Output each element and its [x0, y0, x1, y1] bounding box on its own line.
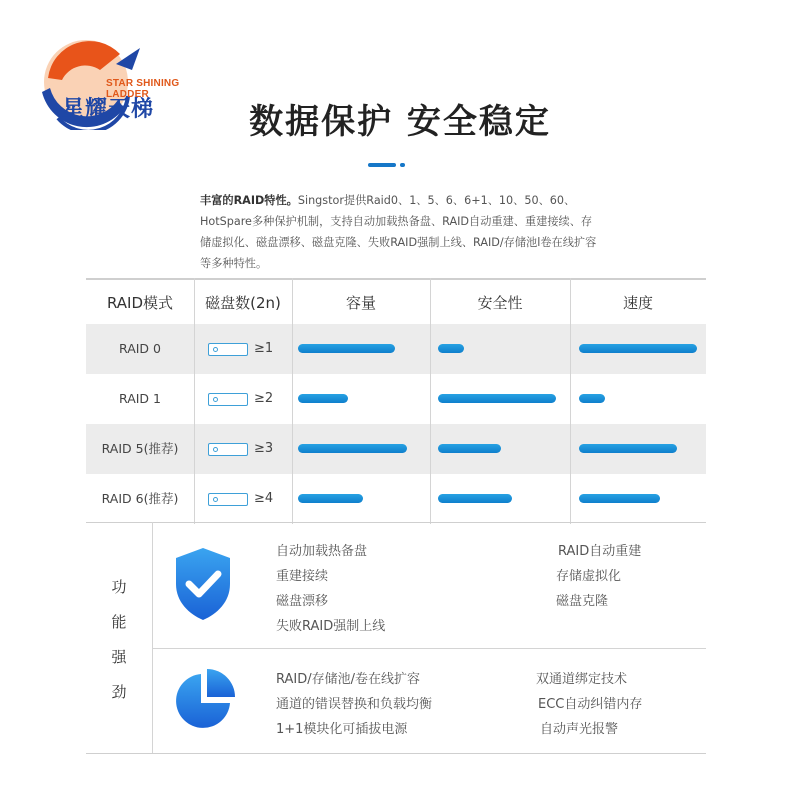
raid-mode-label: RAID 6(推荐): [101, 491, 179, 506]
page-title: 数据保护 安全稳定: [249, 102, 551, 142]
speed-bar: [579, 444, 677, 453]
table-row: [86, 474, 706, 524]
features-side-label: [86, 522, 152, 752]
table-bottom-border: [86, 522, 706, 523]
feature-item: RAID自动重建: [558, 544, 642, 559]
raid-mode-label: RAID 0: [119, 341, 161, 356]
column-divider: [430, 278, 431, 524]
header-capacity: 容量: [345, 294, 376, 312]
features-bottom-border: [86, 753, 706, 754]
feature-item: ECC自动纠错内存: [538, 697, 643, 712]
security-bar: [438, 494, 512, 503]
header-security: 安全性: [477, 294, 523, 312]
feature-item: 存储虚拟化: [556, 569, 622, 584]
column-divider: [292, 278, 293, 524]
features-divider: [152, 522, 153, 754]
feature-item: 双通道绑定技术: [536, 672, 628, 687]
intro-paragraph: [200, 190, 600, 274]
capacity-bar: [298, 444, 407, 453]
disk-icon: [208, 493, 248, 506]
security-bar: [438, 344, 464, 353]
disk-icon: [208, 343, 248, 356]
disk-count: ≥2: [254, 391, 274, 406]
feature-item: 磁盘克隆: [556, 594, 609, 609]
intro-lead: 丰富的RAID特性。: [200, 194, 298, 207]
feature-item: 重建接续: [276, 569, 329, 584]
title-underline: [368, 163, 396, 167]
title-underline-dot: [400, 163, 405, 167]
raid-mode-label: RAID 1: [119, 391, 161, 406]
feature-item: RAID/存储池/卷在线扩容: [276, 672, 421, 687]
header-speed: 速度: [622, 294, 653, 312]
table-row: [86, 374, 706, 424]
features-row-separator: [152, 648, 706, 649]
capacity-bar: [298, 494, 363, 503]
feature-item: 自动声光报警: [540, 722, 619, 737]
feature-item: 磁盘漂移: [276, 594, 329, 609]
side-char: 能: [111, 613, 127, 631]
header-raid-mode: RAID模式: [106, 294, 174, 312]
logo-english-text: STAR SHINING LADDER: [106, 78, 180, 100]
column-divider: [570, 278, 571, 524]
header-disk-count: 磁盘数(2n): [205, 294, 281, 312]
feature-item: 通道的错误替换和负载均衡: [276, 697, 433, 712]
side-char: 劲: [111, 683, 127, 701]
pie-chart-icon: [172, 666, 238, 732]
feature-item: 1+1模块化可插拔电源: [276, 722, 408, 737]
speed-bar: [579, 344, 697, 353]
intro-body: Singstor提供Raid0、1、5、6、6+1、10、50、60、HotSpare多种保护机制，支持自动加载热备盘、RAID自动重建、重建接续、存储虚拟化、磁盘漂移、磁盘克隆、失败RAID强制上线、RAID/存储池l卷在线扩容等多种特性。: [200, 194, 597, 270]
side-char: 强: [111, 648, 127, 666]
feature-item: 失败RAID强制上线: [276, 619, 386, 634]
capacity-bar: [298, 344, 395, 353]
security-bar: [438, 394, 556, 403]
table-row: [86, 324, 706, 374]
table-header: [86, 278, 706, 327]
speed-bar: [579, 494, 660, 503]
column-divider: [194, 278, 195, 524]
disk-icon: [208, 393, 248, 406]
capacity-bar: [298, 394, 348, 403]
shield-check-icon: [172, 546, 234, 622]
table-row: [86, 424, 706, 474]
disk-count: ≥3: [254, 441, 274, 456]
feature-item: 自动加载热备盘: [276, 544, 368, 559]
speed-bar: [579, 394, 605, 403]
disk-count: ≥4: [254, 491, 274, 506]
raid-mode-label: RAID 5(推荐): [101, 441, 179, 456]
side-char: 功: [111, 578, 127, 596]
disk-icon: [208, 443, 248, 456]
logo-chinese-text: 星耀天梯: [62, 97, 155, 122]
disk-count: ≥1: [254, 341, 274, 356]
security-bar: [438, 444, 501, 453]
